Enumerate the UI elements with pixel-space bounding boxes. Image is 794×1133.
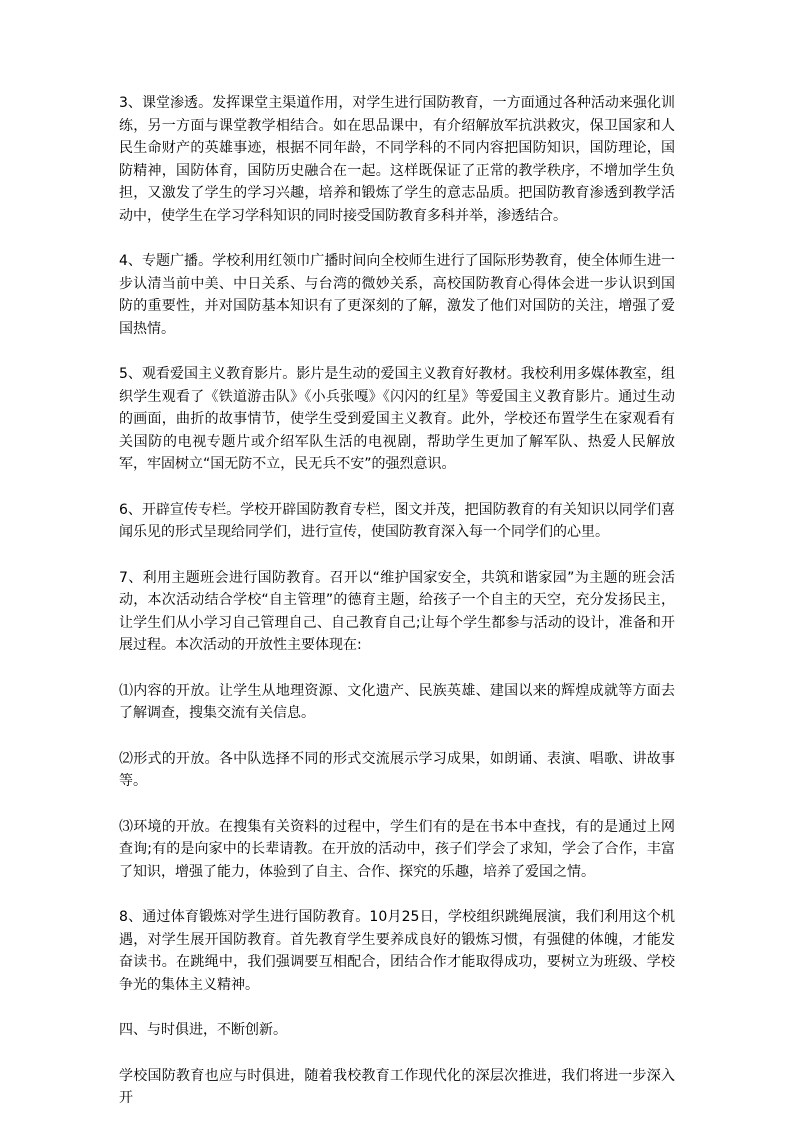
document-body xyxy=(119,92,675,1133)
paragraph-patriotic-films: 5、观看爱国主义教育影片。影片是生动的爱国主义教育好教材。我校利用多媒体教室，组织学生观看了《铁道游击队》《小兵张嘎》《闪闪的红星》等爱国主义教育影片。通过生动的画面，曲折的故事情节，使学生受到爱国主义教育。此外，学校还布置学生在家观看有关国防的电视专题片或介绍军队生活的电视剧，帮助学生更加了解军队、热爱人民解放军，牢固树立“国无防不立，民无兵不安”的强烈意识。 xyxy=(119,366,675,472)
paragraph-sports-training: 8、通过体育锻炼对学生进行国防教育。10月25日，学校组织跳绳展演，我们利用这个机遇，对学生展开国防教育。首先教育学生要养成良好的锻炼习惯，有强健的体魄，才能发奋读书。在跳绳中，我们强调要互相配合，团结合作才能取得成功，要树立为班级、学校争光的集体主义精神。 xyxy=(119,909,675,993)
paragraph-environment-openness: ⑶环境的开放。在搜集有关资料的过程中，学生们有的是在书本中查找，有的是通过上网查询;有的是向家中的长辈请教。在开放的活动中，孩子们学会了求知，学会了合作，丰富了知识，增强了能力，体验到了自主、合作、探究的乐趣，培养了爱国之情。 xyxy=(119,818,675,880)
section-heading-innovation: 四、与时俱进，不断创新。 xyxy=(119,1022,287,1038)
paragraph-form-openness: ⑵形式的开放。各中队选择不同的形式交流展示学习成果，如朗诵、表演、唱歌、讲故事等。 xyxy=(119,750,675,789)
paragraph-topic-broadcast: 4、专题广播。学校利用红领巾广播时间向全校师生进行了国际形势教育，使全体师生进一步认清当前中美、中日关系、与台湾的微妙关系，高校国防教育心得体会进一步认识到国防的重要性，并对国防基本知识有了更深刻的了解，激发了他们对国防的关注，增强了爱国热情。 xyxy=(119,253,675,337)
paragraph-closing-partial: 学校国防教育也应与时俱进，随着我校教育工作现代化的深层次推进，我们将进一步深入开 xyxy=(119,1067,675,1106)
paragraph-classroom-integration: 3、课堂渗透。发挥课堂主渠道作用，对学生进行国防教育，一方面通过各种活动来强化训练，另一方面与课堂教学相结合。如在思品课中，有介绍解放军抗洪救灾，保卫国家和人民生命财产的英雄事迹，根据不同年龄，不同学科的不同内容把国防知识，国防理论，国防精神，国防体育，国防历史融合在一起。这样既保证了正常的教学秩序，不增加学生负担，又激发了学生的学习兴趣，培养和锻炼了学生的意志品质。把国防教育渗透到教学活动中，使学生在学习学科知识的同时接受国防教育多科并举，渗透结合。 xyxy=(119,95,675,224)
paragraph-theme-class-meeting: 7、利用主题班会进行国防教育。召开以“维护国家安全，共筑和谐家园”为主题的班会活动，本次活动结合学校“自主管理”的德育主题，给孩子一个自主的天空，充分发扬民主，让学生们从小学习自己管理自己、自己教育自己;让每个学生都参与活动的设计，准备和开展过程。本次活动的开放性主要体现在: xyxy=(119,569,675,653)
paragraph-content-openness: ⑴内容的开放。让学生从地理资源、文化遗产、民族英雄、建国以来的辉煌成就等方面去了解调查，搜集交流有关信息。 xyxy=(119,682,675,721)
paragraph-propaganda-column: 6、开辟宣传专栏。学校开辟国防教育专栏，图文并茂，把国防教育的有关知识以同学们喜闻乐见的形式呈现给同学们，进行宣传，使国防教育深入每一个同学们的心里。 xyxy=(119,501,675,540)
